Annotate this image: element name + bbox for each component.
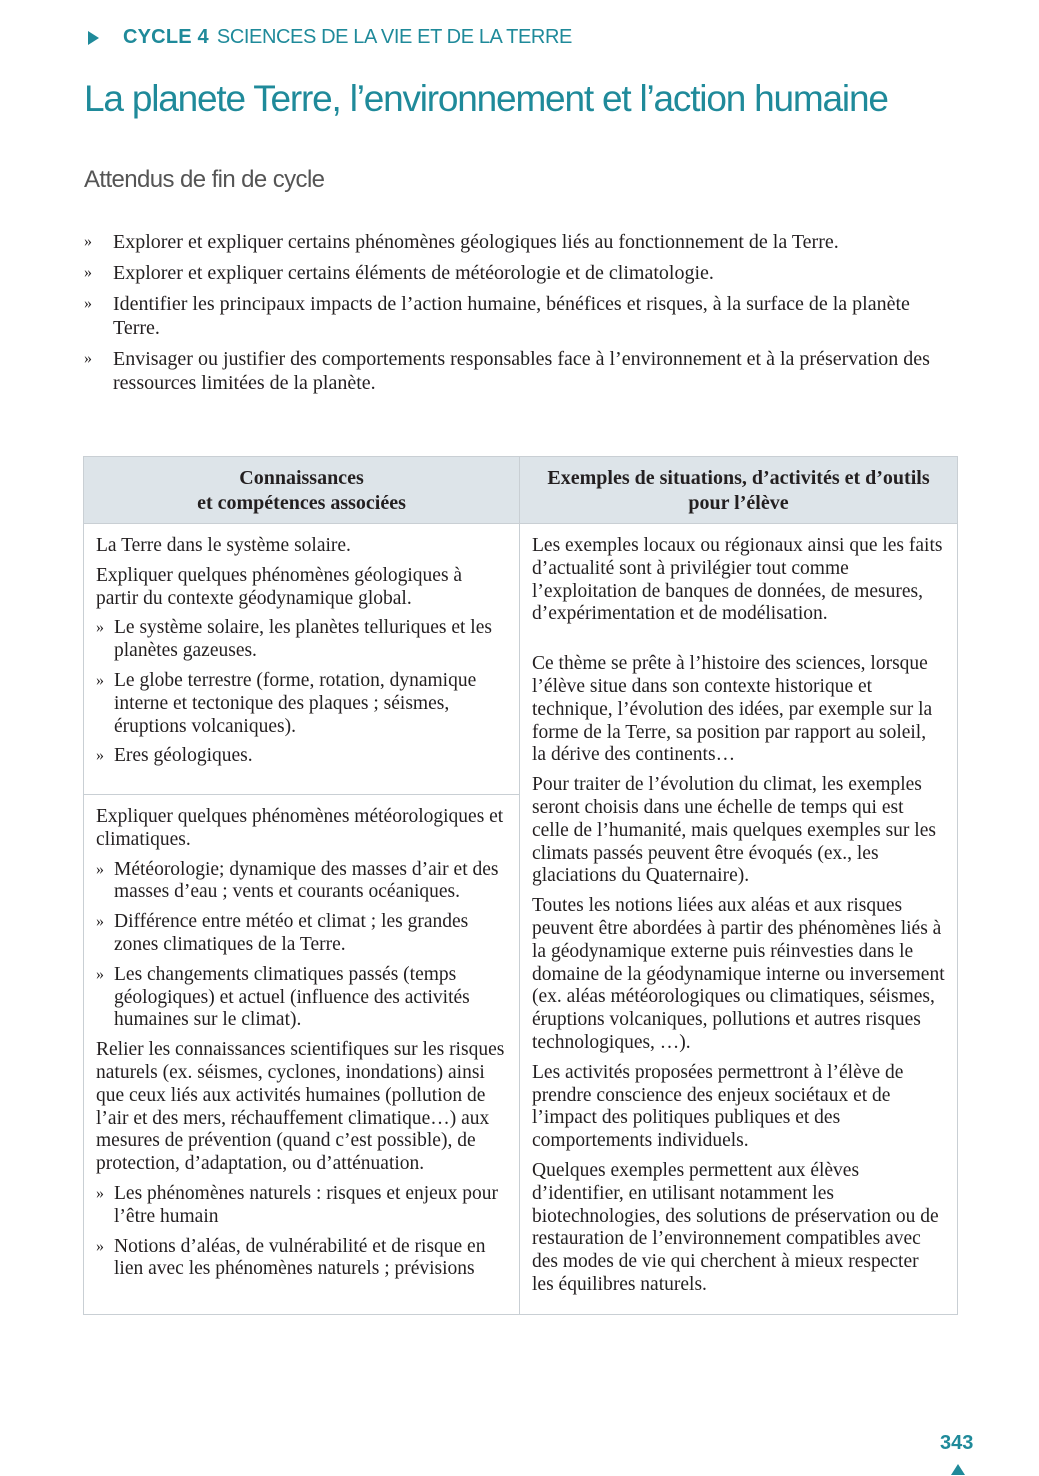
- page-title: La planete Terre, l’environnement et l’action humaine: [84, 78, 888, 119]
- examples-cell: Les exemples locaux ou régionaux ainsi que les faits d’actualité sont à privilégier tout comme l’exploitation de banques de données, de mesures, d’expérimentation et de modélisation. Ce thème se prête à l’histoire des sciences, lorsque l’élève situe dans son contexte historique et technique, l’évolution des idées, par exemple sur la forme de la Terre, sa position par rapport au soleil, la dérive des continents… Pour traiter de l’évolution du climat, les exemples seront choisis dans une échelle de temps qui est celle de l’humanité, mais quelques exemples sur les climats passés peuvent être évoqués (ex., les glaciations du Quaternaire). Toutes les notions liées aux aléas et aux risques peuvent être abordées à partir des phénomènes liés à la géodynamique externe puis réinvesties dans le domaine de la géodynamique interne ou inversement (ex. aléas météorologiques ou climatiques, séismes, éruptions volcaniques, pollutions et autres risques technologiques, …). Les activités proposées permettront à l’élève de prendre conscience des enjeux sociétaux et de l’impact des politiques publiques et des comportements individuels. Quelques exemples permettent aux élèves d’identifier, en utilisant notamment les biotechnologies, des solutions de préservation ou de restauration de l’environnement compatibles avec des modes de vie qui cherchent à mieux respecter les équilibres naturels.: [520, 524, 958, 1315]
- play-arrow-icon: [88, 31, 99, 45]
- cycle-label: CYCLE 4: [123, 26, 209, 48]
- bullet-mark: »: [84, 264, 92, 281]
- goal-item: » Identifier les principaux impacts de l’action humaine, bénéfices et risques, à la surface de la planète Terre.: [84, 293, 910, 339]
- list-item: » Différence entre météo et climat ; les grandes zones climatiques de la Terre.: [96, 911, 469, 955]
- bullet-mark: »: [84, 233, 92, 250]
- subject-label: SCIENCES DE LA VIE ET DE LA TERRE: [216, 26, 572, 48]
- list-item: » Les phénomènes naturels : risques et enjeux pour l’être humain: [96, 1182, 498, 1227]
- list-item: » Météorologie; dynamique des masses d’air et des masses d’eau ; vents et courants océaniques.: [96, 858, 499, 903]
- list-item: » Notions d’aléas, de vulnérabilité et de risque en lien avec les phénomènes naturels ; prévisions: [96, 1235, 486, 1280]
- goal-item: » Explorer et expliquer certains phénomènes géologiques liés au fonctionnement de la Terre.: [84, 231, 839, 253]
- goals-list: [84, 230, 958, 402]
- table-row: [84, 524, 958, 795]
- table-header-row: [84, 457, 958, 524]
- knowledge-cell-climate: Expliquer quelques phénomènes météorologiques et climatiques. » Météorologie; dynamique des masses d’air et des masses d’eau ; vents et courants océaniques. » Différence entre météo et climat ; les grandes zones climatiques de la Terre. » Les changements climatiques passés (temps géologiques) et actuel (influence des activités humaines sur le climat). Relier les connaissances scientifiques sur les risques naturels (ex. séismes, cyclones, inondations) ainsi que ceux liés aux activités humaines (pollution de l’air et des mers, réchauffement climatique…) aux mesures de prévention (quand c’est possible), de protection, d’adaptation, ou d’atténuation. » Les phénomènes naturels : risques et enjeux pour l’être humain » Notions d’aléas, de vulnérabilité et de risque en lien avec les phénomènes naturels ; prévisions: [84, 794, 520, 1314]
- list-item: » Eres géologiques.: [96, 745, 253, 767]
- bullet-mark: »: [84, 350, 92, 367]
- column-header-knowledge: Connaissances et compétences associées: [84, 457, 520, 524]
- list-item: » Les changements climatiques passés (temps géologiques) et actuel (influence des activités humaines sur le climat).: [96, 963, 470, 1031]
- goal-item: » Envisager ou justifier des comportements responsables face à l’environnement et à la préservation des ressources limitées de la planète.: [84, 348, 930, 394]
- page-number: 343: [940, 1432, 974, 1454]
- column-header-examples: Exemples de situations, d’activités et d’outils pour l’élève: [520, 457, 958, 524]
- list-item: » Le globe terrestre (forme, rotation, dynamique interne et tectonique des plaques ; séismes, éruptions volcaniques).: [96, 669, 477, 737]
- goal-item: » Explorer et expliquer certains éléments de météorologie et de climatologie.: [84, 262, 714, 284]
- list-item: » Le système solaire, les planètes telluriques et les planètes gazeuses.: [96, 617, 492, 662]
- competences-table: [83, 456, 958, 1315]
- running-header: [88, 26, 572, 49]
- section-subtitle: Attendus de fin de cycle: [84, 166, 325, 193]
- bullet-mark: »: [84, 295, 92, 312]
- knowledge-cell-geology: La Terre dans le système solaire. Expliquer quelques phénomènes géologiques à partir du contexte géodynamique global. » Le système solaire, les planètes telluriques et les planètes gazeuses. » Le globe terrestre (forme, rotation, dynamique interne et tectonique des plaques ; séismes, éruptions volcaniques). » Eres géologiques.: [84, 524, 520, 795]
- triangle-up-icon: [951, 1464, 965, 1475]
